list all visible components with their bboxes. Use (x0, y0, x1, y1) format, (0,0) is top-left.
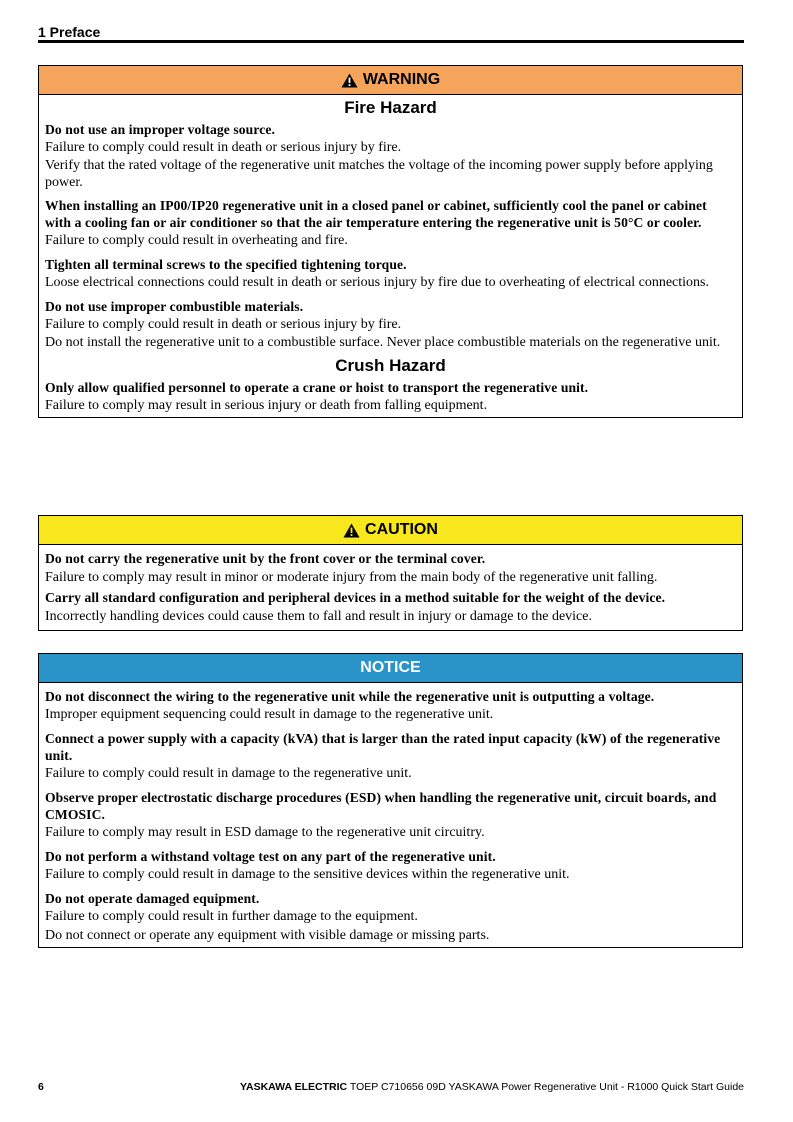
warning-item-text: Failure to comply may result in serious injury or death from falling equipment. (45, 398, 488, 413)
notice-item-text: Improper equipment sequencing could result in damage to the regenerative unit. (45, 707, 494, 722)
notice-item-bold: Do not disconnect the wiring to the regenerative unit while the regenerative unit is outputting a voltage. (45, 689, 655, 704)
notice-item-text: Failure to comply could result in damage to the sensitive devices within the regenerative unit. (45, 867, 570, 882)
warning-label: WARNING (362, 71, 441, 88)
caution-header (39, 516, 742, 545)
warning-item-bold: Do not use improper combustible materials. (45, 299, 304, 314)
notice-item-bold: Connect a power supply with a capacity (kVA) that is larger than the rated input capacity (kW) of the regenerative unit. (45, 731, 721, 763)
warning-item-bold: Do not use an improper voltage source. (45, 122, 275, 137)
page-header (38, 24, 744, 43)
caution-item-text: Failure to comply may result in minor or moderate injury from the main body of the regenerative unit falling. (45, 570, 658, 585)
document-reference (240, 1080, 744, 1094)
caution-label: CAUTION (365, 521, 438, 538)
notice-item-bold: Do not perform a withstand voltage test on any part of the regenerative unit. (45, 849, 496, 864)
warning-item-text: Do not install the regenerative unit to a combustible surface. Never place combustible materials on the regenerative unit. (45, 335, 721, 350)
warning-item-bold: Tighten all terminal screws to the specified tightening torque. (45, 257, 407, 272)
caution-item-text: Incorrectly handling devices could cause them to fall and result in injury or damage to the device. (45, 609, 592, 624)
caution-triangle-icon (343, 523, 360, 538)
warning-triangle-icon (341, 73, 358, 88)
notice-label: NOTICE (360, 659, 421, 676)
warning-item-bold: Only allow qualified personnel to operate a crane or hoist to transport the regenerative unit. (45, 380, 589, 395)
section-title: 1 Preface (38, 24, 101, 40)
caution-item-bold: Do not carry the regenerative unit by the front cover or the terminal cover. (45, 551, 486, 566)
notice-item-text: Do not connect or operate any equipment with visible damage or missing parts. (45, 928, 490, 943)
page-footer (38, 1080, 744, 1094)
warning-item-bold: When installing an IP00/IP20 regenerative unit in a closed panel or cabinet, sufficiently cool the panel or cabinet with a cooling fan or air conditioner so that the air temperature entering the regenerative unit is 50°C or cooler. (45, 198, 707, 230)
brand-name: YASKAWA ELECTRIC (239, 1081, 348, 1093)
notice-header (39, 654, 742, 683)
crush-hazard-title: Crush Hazard (335, 356, 446, 375)
notice-item-bold: Do not operate damaged equipment. (45, 891, 260, 906)
page-number: 6 (38, 1081, 44, 1093)
warning-box (38, 65, 743, 418)
caution-box (38, 515, 743, 631)
warning-item-text: Failure to comply could result in death or serious injury by fire. (45, 140, 402, 155)
document-title: TOEP C710656 09D YASKAWA Power Regenerative Unit - R1000 Quick Start Guide (347, 1081, 744, 1093)
notice-item-text: Failure to comply may result in ESD damage to the regenerative unit circuitry. (45, 825, 485, 840)
fire-hazard-title: Fire Hazard (344, 98, 437, 117)
warning-item-text: Failure to comply could result in overheating and fire. (45, 233, 348, 248)
notice-item-bold: Observe proper electrostatic discharge procedures (ESD) when handling the regenerative unit, circuit boards, and CMOSIC. (45, 790, 717, 822)
warning-header (39, 66, 742, 95)
warning-item-text: Loose electrical connections could result in death or serious injury by fire due to overheating of electrical connections. (45, 275, 709, 290)
notice-item-text: Failure to comply could result in further damage to the equipment. (45, 909, 418, 924)
warning-item-text: Failure to comply could result in death or serious injury by fire. (45, 317, 402, 332)
notice-box (38, 653, 743, 948)
notice-item-text: Failure to comply could result in damage to the regenerative unit. (45, 766, 412, 781)
warning-item-text: Verify that the rated voltage of the regenerative unit matches the voltage of the incoming power supply before applying power. (45, 158, 713, 190)
caution-item-bold: Carry all standard configuration and peripheral devices in a method suitable for the weight of the device. (45, 590, 666, 605)
